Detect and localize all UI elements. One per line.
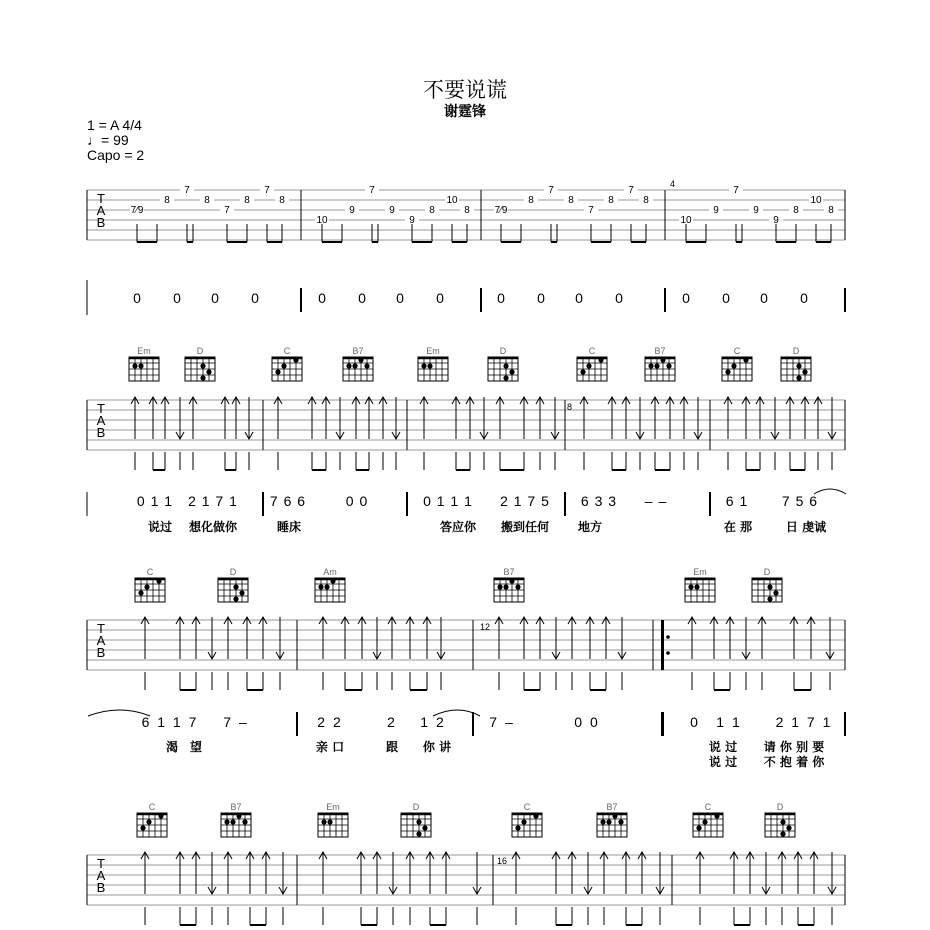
fret-number: 10 <box>446 195 458 206</box>
lyric-text: 在 那 <box>723 520 753 534</box>
fret-number: 7 <box>628 185 634 196</box>
chord-diagram <box>401 802 431 837</box>
chord-dot <box>648 363 653 368</box>
chord-dot <box>230 819 235 824</box>
fret-number: 8 <box>568 195 574 206</box>
tab-clef-letter: T <box>97 401 105 416</box>
chord-dot <box>773 590 778 595</box>
repeat-dot <box>666 651 670 655</box>
lyric-text: 地方 <box>577 520 603 534</box>
tab-clef-letter: T <box>97 191 105 206</box>
rest-number: 0 <box>396 290 404 306</box>
chord-dot <box>503 363 508 368</box>
notation-group: 0 0 <box>345 493 369 509</box>
chord-dot <box>731 363 736 368</box>
chord-dot <box>780 819 785 824</box>
chord-dot <box>688 584 693 589</box>
chord-dot <box>144 584 149 589</box>
rest-number: 0 <box>497 290 505 306</box>
chord-name: C <box>733 346 741 356</box>
fret-number: 8 <box>204 195 210 206</box>
tab-clef-letter: A <box>96 413 106 428</box>
rest-number: 0 <box>173 290 181 306</box>
chord-dot <box>233 596 238 601</box>
chord-dot <box>598 357 603 362</box>
measure-number: 8 <box>567 402 573 412</box>
chord-dot <box>767 596 772 601</box>
chord-dot <box>767 584 772 589</box>
fret-number: 9 <box>773 215 779 226</box>
chord-dot <box>242 819 247 824</box>
chord-name: D <box>196 346 204 356</box>
fret-number: 7⁄9 <box>130 205 144 216</box>
rest-number: 0 <box>615 290 623 306</box>
lyric-text: 搬到任何 <box>500 520 550 534</box>
chord-name: C <box>704 802 712 812</box>
notation-group: 0 <box>690 714 700 730</box>
fret-number: 10 <box>316 215 328 226</box>
lyric-text: 你 讲 <box>422 740 452 754</box>
chord-diagram <box>765 802 795 837</box>
chord-dot <box>509 369 514 374</box>
chord-dot <box>714 813 719 818</box>
fret-number: 7 <box>733 185 739 196</box>
notation-group: 6 3 3 <box>580 493 618 509</box>
fret-number: 8 <box>608 195 614 206</box>
fret-number: 8 <box>244 195 250 206</box>
song-artist: 谢霆锋 <box>444 104 486 120</box>
lyric-text: 睡床 <box>276 520 302 534</box>
rest-number: 0 <box>133 290 141 306</box>
tab-clef-letter: B <box>96 425 106 440</box>
tab-clef-letter: B <box>96 880 106 895</box>
repeat-start-bar <box>661 620 664 670</box>
chord-diagram <box>577 346 607 381</box>
notation-group: 2 1 7 1 <box>188 493 238 509</box>
chord-diagram <box>645 346 675 381</box>
fret-number: 8 <box>828 205 834 216</box>
rest-number: 0 <box>318 290 326 306</box>
chord-dot <box>654 363 659 368</box>
notation-group: 6 1 1 7 <box>141 714 199 730</box>
fret-number: 7 <box>369 185 375 196</box>
rest-number: 0 <box>251 290 259 306</box>
chord-dot <box>200 363 205 368</box>
chord-dot <box>743 357 748 362</box>
chord-diagram <box>137 802 167 837</box>
tab-clef-letter: A <box>96 868 106 883</box>
chord-name: B7 <box>654 346 666 356</box>
lyric-text: 亲 口 <box>315 740 345 754</box>
chord-diagram <box>343 346 373 381</box>
chord-dot <box>206 369 211 374</box>
notation-group: 0 1 1 1 <box>423 493 473 509</box>
notation-group: 7 5 6 <box>781 493 819 509</box>
notation-group: 2 <box>387 714 397 730</box>
chord-dot <box>236 813 241 818</box>
chord-dot <box>427 363 432 368</box>
chord-diagram <box>512 802 542 837</box>
rest-number: 0 <box>760 290 768 306</box>
notation-group: – – <box>644 493 668 509</box>
notation-group: 1 2 <box>420 714 446 730</box>
chord-name: Em <box>137 346 151 356</box>
fret-number: 7 <box>184 185 190 196</box>
rest-number: 0 <box>682 290 690 306</box>
fret-number: 9 <box>713 205 719 216</box>
chord-name: D <box>792 346 800 356</box>
fret-number: 9 <box>409 215 415 226</box>
chord-dot <box>281 363 286 368</box>
chord-dot <box>694 584 699 589</box>
fret-number: 9 <box>389 205 395 216</box>
lyric-text: 望 <box>189 740 203 754</box>
chord-dot <box>515 584 520 589</box>
chord-dot <box>327 819 332 824</box>
rest-number: 0 <box>575 290 583 306</box>
song-title: 不要说谎 <box>423 78 507 102</box>
chord-dot <box>138 363 143 368</box>
chord-diagram <box>781 346 811 381</box>
lyric-text: 日 虔诚 <box>785 520 827 534</box>
chord-dot <box>352 363 357 368</box>
chord-dot <box>600 819 605 824</box>
chord-dot <box>330 578 335 583</box>
tab-clef-letter: T <box>97 856 105 871</box>
lyric-text: 不 抱 着 你 <box>763 755 825 769</box>
fret-number: 7⁄9 <box>494 205 508 216</box>
chord-dot <box>156 578 161 583</box>
chord-dot <box>421 363 426 368</box>
fret-number: 8 <box>164 195 170 206</box>
chord-name: Em <box>693 567 707 577</box>
lyric-text: 想化做你 <box>188 520 238 534</box>
chord-name: D <box>499 346 507 356</box>
chord-diagram <box>129 346 159 381</box>
chord-name: Em <box>326 802 340 812</box>
rest-number: 0 <box>436 290 444 306</box>
fret-number: 8 <box>643 195 649 206</box>
chord-diagram <box>135 567 165 602</box>
chord-dot <box>521 819 526 824</box>
chord-diagram <box>685 567 715 602</box>
chord-dot <box>422 825 427 830</box>
chord-diagram <box>315 567 345 602</box>
fret-number: 10 <box>810 195 822 206</box>
notation-group: 7 6 6 <box>269 493 307 509</box>
notation-group: 0 0 <box>574 714 600 730</box>
chord-dot <box>666 363 671 368</box>
fret-number: 9 <box>753 205 759 216</box>
key-signature: 1 = A 4/4 <box>87 117 142 133</box>
chord-dot <box>696 825 701 830</box>
chord-name: D <box>412 802 420 812</box>
fret-number: 7 <box>548 185 554 196</box>
chord-dot <box>275 369 280 374</box>
chord-dot <box>318 584 323 589</box>
chord-name: Am <box>323 567 337 577</box>
chord-name: B7 <box>503 567 515 577</box>
chord-dot <box>416 819 421 824</box>
chord-dot <box>725 369 730 374</box>
chord-dot <box>612 813 617 818</box>
chord-name: C <box>146 567 154 577</box>
notation-group: 6 1 <box>725 493 749 509</box>
chord-dot <box>796 363 801 368</box>
chord-dot <box>293 357 298 362</box>
chord-dot <box>140 825 145 830</box>
chord-dot <box>324 584 329 589</box>
chord-name: D <box>776 802 784 812</box>
notation-group: 2 1 7 5 <box>500 493 550 509</box>
chord-dot <box>533 813 538 818</box>
chord-dot <box>138 590 143 595</box>
chord-diagram <box>722 346 752 381</box>
chord-dot <box>606 819 611 824</box>
chord-dot <box>158 813 163 818</box>
chord-dot <box>580 369 585 374</box>
chord-dot <box>780 831 785 836</box>
chord-dot <box>346 363 351 368</box>
chord-dot <box>146 819 151 824</box>
notation-group: 2 2 <box>317 714 343 730</box>
chord-dot <box>786 825 791 830</box>
repeat-start-bar <box>661 712 664 736</box>
notation-group: 7 – <box>223 714 249 730</box>
chord-dot <box>358 357 363 362</box>
tab-clef-letter: T <box>97 621 105 636</box>
lyric-text: 跟 <box>385 740 399 754</box>
chord-dot <box>200 375 205 380</box>
chord-dot <box>321 819 326 824</box>
rest-number: 0 <box>358 290 366 306</box>
fret-number: 8 <box>464 205 470 216</box>
fret-number: 8 <box>793 205 799 216</box>
tab-clef-letter: B <box>96 645 106 660</box>
notation-group: 0 1 1 <box>136 493 174 509</box>
measure-number: 12 <box>480 622 491 632</box>
chord-dot <box>702 819 707 824</box>
lyric-text: 请 你 别 要 <box>763 740 825 754</box>
chord-dot <box>618 819 623 824</box>
lyric-text: 渴 <box>165 740 179 754</box>
chord-dot <box>802 369 807 374</box>
chord-dot <box>509 578 514 583</box>
chord-diagram <box>318 802 348 837</box>
notation-group: 7 – <box>489 714 515 730</box>
lyric-text: 说过 <box>147 520 173 534</box>
tab-clef-letter: B <box>96 215 106 230</box>
notation-group: 1 1 <box>716 714 742 730</box>
chord-dot <box>586 363 591 368</box>
chord-dot <box>416 831 421 836</box>
notation-group: 2 1 7 1 <box>775 714 833 730</box>
measure-number: 4 <box>670 179 676 189</box>
chord-dot <box>503 584 508 589</box>
chord-dot <box>660 357 665 362</box>
chord-name: C <box>523 802 531 812</box>
chord-name: B7 <box>230 802 242 812</box>
lyric-text: 说 过 <box>708 755 738 769</box>
fret-number: 7 <box>264 185 270 196</box>
lyric-text: 说 过 <box>708 740 738 754</box>
chord-dot <box>224 819 229 824</box>
chord-name: Em <box>426 346 440 356</box>
chord-diagram <box>494 567 524 602</box>
tempo-marking: ♩= 99 <box>87 132 129 148</box>
chord-diagram <box>272 346 302 381</box>
chord-dot <box>796 375 801 380</box>
chord-dot <box>503 375 508 380</box>
fret-number: 8 <box>429 205 435 216</box>
fret-number: 8 <box>279 195 285 206</box>
chord-name: C <box>148 802 156 812</box>
chord-diagram <box>693 802 723 837</box>
measure-number: 16 <box>497 856 508 866</box>
chord-diagram <box>488 346 518 381</box>
lyric-text: 答应你 <box>439 520 477 534</box>
chord-dot <box>233 584 238 589</box>
tab-clef-letter: A <box>96 203 106 218</box>
chord-name: C <box>283 346 291 356</box>
chord-diagram <box>218 567 248 602</box>
rest-number: 0 <box>722 290 730 306</box>
chord-name: D <box>763 567 771 577</box>
fret-number: 8 <box>528 195 534 206</box>
tie-slur <box>814 489 846 494</box>
chord-name: B7 <box>606 802 618 812</box>
fret-number: 7 <box>588 205 594 216</box>
fret-number: 10 <box>680 215 692 226</box>
rest-number: 0 <box>211 290 219 306</box>
tab-clef-letter: A <box>96 633 106 648</box>
chord-diagram <box>752 567 782 602</box>
rest-number: 0 <box>537 290 545 306</box>
chord-dot <box>132 363 137 368</box>
chord-diagram <box>185 346 215 381</box>
chord-dot <box>239 590 244 595</box>
fret-number: 9 <box>349 205 355 216</box>
repeat-dot <box>666 635 670 639</box>
chord-diagram <box>418 346 448 381</box>
chord-diagram <box>597 802 627 837</box>
chord-name: B7 <box>352 346 364 356</box>
rest-number: 0 <box>800 290 808 306</box>
chord-dot <box>497 584 502 589</box>
chord-name: C <box>588 346 596 356</box>
capo-marking: Capo = 2 <box>87 147 145 163</box>
fret-number: 7 <box>224 205 230 216</box>
chord-dot <box>364 363 369 368</box>
chord-diagram <box>221 802 251 837</box>
chord-name: D <box>229 567 237 577</box>
chord-dot <box>515 825 520 830</box>
